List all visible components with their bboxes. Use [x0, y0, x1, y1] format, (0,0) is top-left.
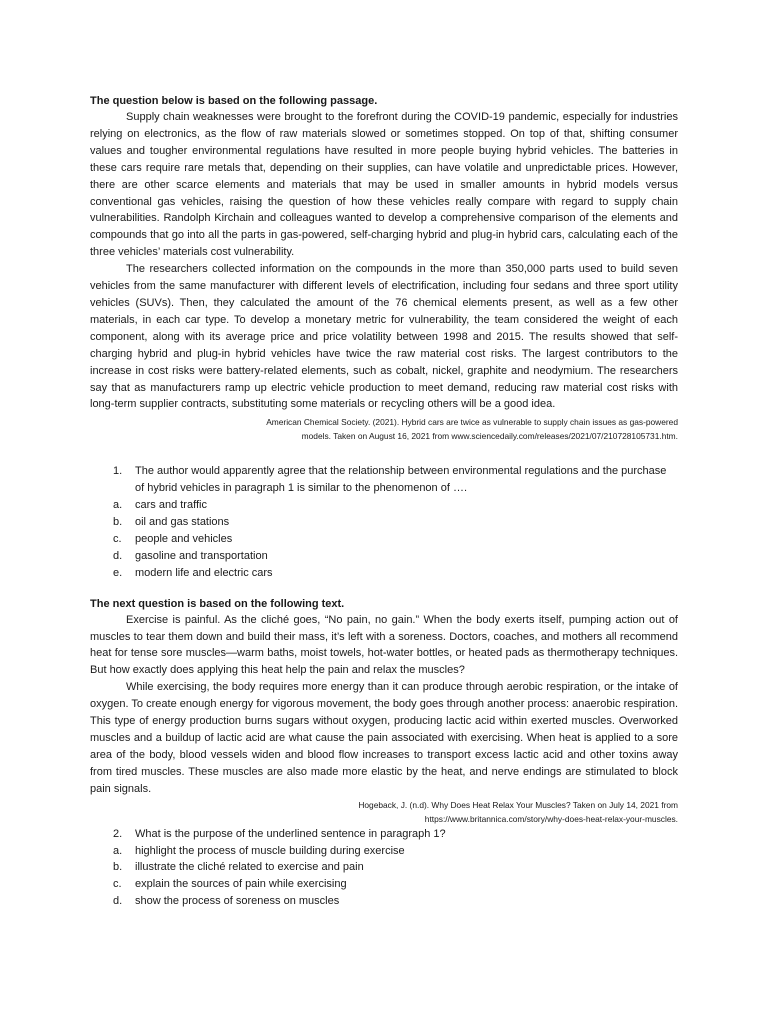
passage1-paragraph-2: The researchers collected information on the compounds in the more than 350,000 parts used to build seven vehicles from the same manufacturer with different levels of electrification, including four sedans and three sport utility vehicles (SUVs). Then, they calculated the amount of the 76 chemical elements present, as well as a few other materials, in each car type. To develop a monetary metric for vulnerability, the team considered the weight of each component, along with its average price and price volatility between 1998 and 2015. The results showed that self-charging hybrid and plug-in hybrid vehicles have twice the raw material cost risks. The largest contributors to the increase in cost risks were battery-related elements, such as cobalt, nickel, graphite and neodymium. The researchers say that as manufacturers ramp up electric vehicle production to meet demand, reducing raw material cost risks with long-term supplier contracts, substituting some materials or recycling others will be a good idea.: [90, 263, 678, 411]
option-letter: c.: [113, 532, 122, 545]
option-letter: b.: [113, 516, 123, 529]
question1-option-e[interactable]: [90, 565, 678, 582]
question1-option-b[interactable]: [90, 514, 678, 531]
passage1-citation-line2: models. Taken on August 16, 2021 from www.sciencedaily.com/releases/2021/07/210728105731.htm.: [301, 431, 678, 442]
question2-option-a[interactable]: [90, 843, 678, 860]
question1-stem: [90, 463, 678, 497]
question2-number: 2.: [113, 827, 123, 840]
document-page: [90, 93, 678, 910]
option-text: oil and gas stations: [135, 516, 230, 529]
question1-text: The author would apparently agree that the relationship between environmental regulations and the purchase of hybrid vehicles in paragraph 1 is similar to the phenomenon of ….: [135, 465, 667, 495]
passage2-heading: The next question is based on the following text.: [90, 597, 345, 610]
passage2-paragraph-1: Exercise is painful. As the cliché goes, “No pain, no gain.” When the body exerts itself, pumping action out of muscles to tear them down and build their mass, it’s left with a soreness. Doctors, coaches, and mothers all recommend heat for tense sore muscles—warm baths, moist towels, hot-water bottles, or heated pads as thermotherapy techniques. But how exactly does applying this heat help the pain and relax the muscles?: [90, 613, 678, 677]
option-letter: a.: [113, 844, 123, 857]
passage1-citation-line1: American Chemical Society. (2021). Hybrid cars are twice as vulnerable to supply chain issues as gas-powered: [266, 417, 678, 428]
option-text: explain the sources of pain while exercising: [135, 878, 347, 891]
option-text: modern life and electric cars: [135, 566, 273, 579]
option-letter: c.: [113, 878, 122, 891]
option-letter: d.: [113, 549, 123, 562]
question1-number: 1.: [113, 465, 123, 478]
option-text: people and vehicles: [135, 532, 233, 545]
option-text: show the process of soreness on muscles: [135, 895, 340, 908]
question2-text: What is the purpose of the underlined sentence in paragraph 1?: [135, 827, 446, 840]
option-text: cars and traffic: [135, 499, 207, 512]
question2-stem: [90, 826, 678, 843]
passage1-heading: The question below is based on the following passage.: [90, 95, 378, 107]
option-letter: e.: [113, 566, 123, 579]
question1-option-d[interactable]: [90, 548, 678, 565]
option-text: highlight the process of muscle building during exercise: [135, 844, 405, 857]
passage2-citation-line1: Hogeback, J. (n.d). Why Does Heat Relax Your Muscles? Taken on July 14, 2021 from: [358, 799, 678, 810]
question1: [90, 463, 678, 581]
question2-option-b[interactable]: [90, 859, 678, 876]
question2-option-c[interactable]: [90, 876, 678, 893]
option-letter: b.: [113, 861, 123, 874]
question2-option-d[interactable]: [90, 893, 678, 910]
option-letter: d.: [113, 895, 123, 908]
question1-option-a[interactable]: [90, 497, 678, 514]
option-letter: a.: [113, 499, 123, 512]
question1-option-c[interactable]: [90, 531, 678, 548]
passage1-paragraph-1: Supply chain weaknesses were brought to the forefront during the COVID-19 pandemic, especially for industries relying on electronics, as the flow of raw materials slowed or sometimes stopped. On top of that, shifting consumer values and tougher environmental regulations have resulted in more people buying hybrid vehicles. The batteries in these cars require rare metals that, depending on their supplies, can have volatile and unpredictable prices. However, there are other scarce elements and materials that may be used in smaller amounts in hybrid models versus conventional gas vehicles, raising the question of how these vehicles really compare with regard to supply chain vulnerabilities. Randolph Kirchain and colleagues wanted to develop a comprehensive comparison of the elements and compounds that go into all the parts in gas-powered, self-charging hybrid and plug-in hybrid cars, calculating each of the three vehicles’ materials cost vulnerability.: [90, 111, 678, 259]
passage2-citation-line2: https://www.britannica.com/story/why-does-heat-relax-your-muscles.: [424, 813, 678, 824]
option-text: illustrate the cliché related to exercise and pain: [135, 861, 364, 874]
question2: [90, 826, 678, 911]
passage2-paragraph-2: While exercising, the body requires more energy than it can produce through aerobic respiration, or the intake of oxygen. To create enough energy for vigorous movement, the body goes through another process: anaerobic respiration. This type of energy production burns sugars without oxygen, producing lactic acid within exerted muscles. Overworked muscles and a buildup of lactic acid are what cause the pain associated with exercising. When heat is applied to a sore area of the body, blood vessels widen and blood flow increases to transport excess lactic acid and other toxins away from tired muscles. These muscles are also made more elastic by the heat, and nerve endings are stimulated to block pain signals.: [90, 681, 678, 795]
option-text: gasoline and transportation: [135, 549, 268, 562]
